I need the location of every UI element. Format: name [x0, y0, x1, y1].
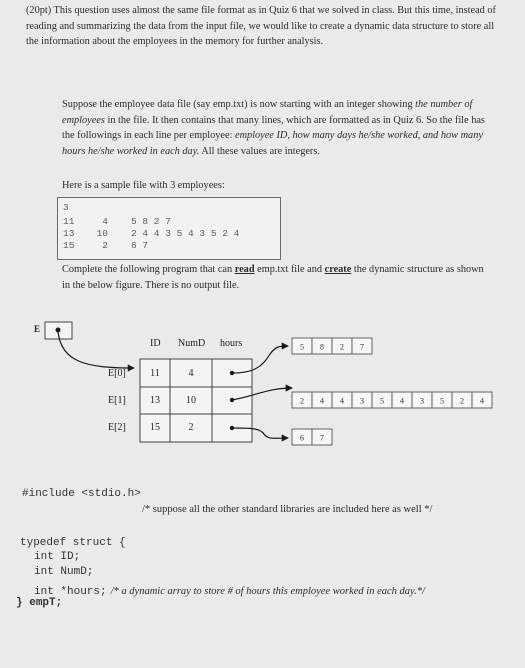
- hours-value: 4: [480, 396, 484, 406]
- hours-value: 4: [340, 396, 344, 406]
- complete-text-2: emp.txt file and: [254, 264, 325, 275]
- include-comment: /* suppose all the other standard libraries are included here as well */: [142, 504, 433, 515]
- sample-id-1: 13: [63, 228, 75, 239]
- desc-text-2: in the file. It then contains that many lines, which are formatted as in Quiz 6. So the file has the followings in each line per employee:: [62, 114, 485, 141]
- pointer-dot: [56, 328, 61, 333]
- cell-numd-2: 2: [188, 422, 194, 433]
- hours-array-1: [292, 392, 492, 408]
- cell-numd-0: 4: [188, 368, 194, 379]
- sample-days-0: 4: [102, 216, 108, 227]
- sample-id-2: 15: [63, 240, 75, 251]
- struct-close: [16, 597, 62, 609]
- sample-title: Here is a sample file with 3 employees:: [62, 180, 225, 191]
- create-keyword: create: [324, 264, 352, 275]
- pointer-label: E: [34, 324, 41, 334]
- hours-value: 4: [400, 396, 404, 406]
- hours-value: 4: [320, 396, 324, 406]
- desc-italic-1: the number of employees: [62, 99, 473, 126]
- hours-value: 2: [460, 396, 464, 406]
- include-line: #include <stdio.h>: [22, 488, 141, 500]
- typedef-line: typedef struct {: [20, 537, 126, 549]
- field-hours-line: [34, 581, 425, 599]
- complete-text-1: Complete the following program that can: [62, 264, 235, 275]
- hours-value: 5: [380, 396, 384, 406]
- type-name: empT;: [29, 597, 63, 609]
- hours-value: 5: [440, 396, 444, 406]
- close-brace: }: [16, 597, 23, 609]
- cell-id-1: 13: [150, 395, 160, 406]
- hours-value: 3: [420, 396, 424, 406]
- hours-comment: /* a dynamic array to store # of hours this employee worked in each day.*/: [110, 586, 425, 597]
- sample-id-0: 11: [63, 216, 75, 227]
- sample-days-2: 2: [102, 240, 108, 251]
- hours-value: 7: [360, 342, 364, 352]
- cell-id-0: 11: [150, 368, 160, 379]
- row-label-1: E[1]: [108, 395, 126, 406]
- desc-text-3: All these values are integers.: [199, 145, 320, 157]
- hours-array-2: [292, 429, 332, 445]
- hours-value: 7: [320, 433, 324, 443]
- header-numd: NumD: [178, 338, 206, 349]
- hours-value: 2: [340, 342, 344, 352]
- field-numd: int NumD;: [34, 566, 94, 578]
- question-intro: (20pt) This question uses almost the same file format as in Quiz 6 that we solved in class. But this time, instead of reading and summarizing the data from the input file, we would like to create a dynamic data structure to store all the information about the employees in the memory for further analysis.: [26, 5, 496, 47]
- row-label-0: E[0]: [108, 368, 126, 379]
- hours-value: 3: [360, 396, 364, 406]
- cell-id-2: 15: [150, 422, 160, 433]
- field-hours: int *hours;: [34, 586, 107, 598]
- sample-hours-1: 2 4 4 3 5 4 3 5 2 4: [131, 228, 240, 239]
- sample-hours-2: 6 7: [131, 240, 149, 251]
- hours-value: 5: [300, 342, 304, 352]
- row-label-2: E[2]: [108, 422, 126, 433]
- field-id: int ID;: [34, 551, 81, 563]
- desc-text-1: Suppose the employee data file (say emp.txt) is now starting with an integer showing: [62, 99, 416, 110]
- sample-hours-0: 5 8 2 7: [131, 216, 171, 227]
- sample-count: 3: [63, 202, 69, 213]
- header-hours: hours: [220, 338, 243, 349]
- hours-value: 6: [300, 433, 304, 443]
- hours-array-0: [292, 338, 372, 354]
- cell-numd-1: 10: [186, 395, 196, 406]
- complete-text-3: the dynamic structure as shown in the below figure. There is no output file.: [62, 264, 484, 291]
- hours-value: 8: [320, 342, 324, 352]
- read-keyword: read: [234, 264, 255, 275]
- desc-italic-2: employee ID, how many days he/she worked, and how many hours he/she worked in each day.: [62, 130, 483, 157]
- sample-days-1: 10: [96, 228, 108, 239]
- hours-value: 2: [300, 396, 304, 406]
- header-id: ID: [150, 338, 161, 349]
